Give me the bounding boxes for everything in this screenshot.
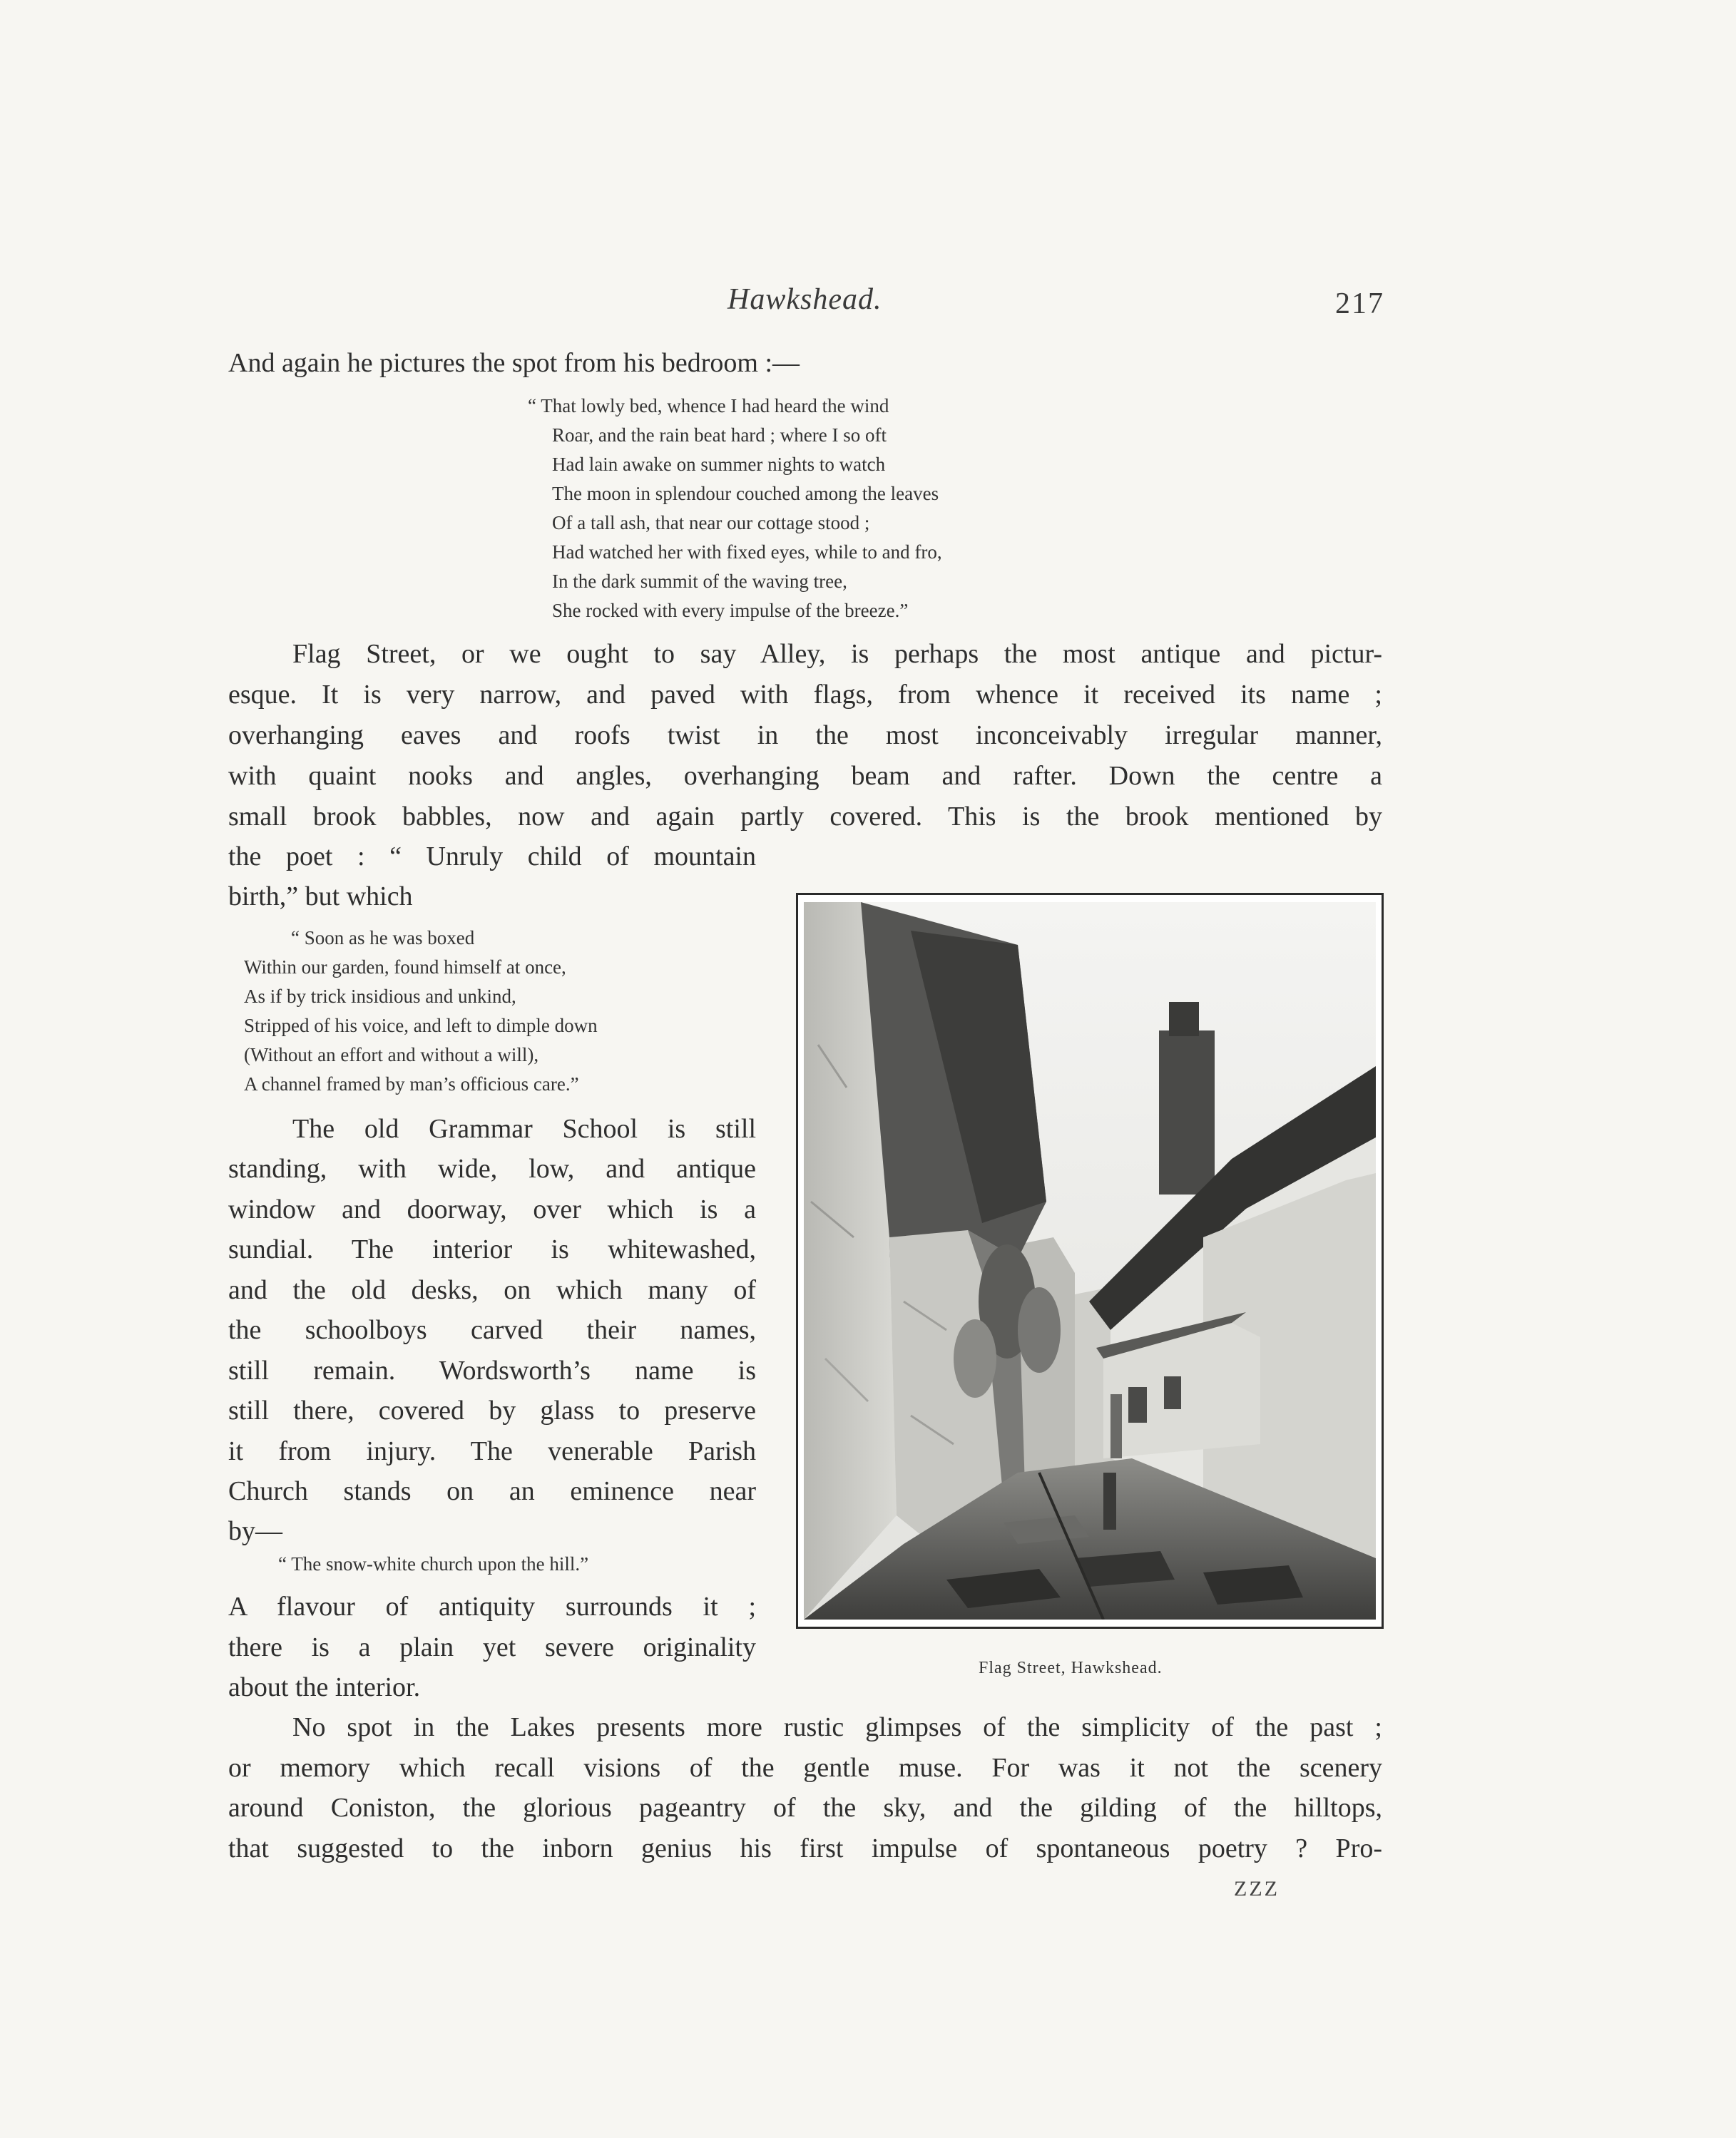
paragraph-line: Church stands on an eminence near (228, 1476, 756, 1506)
paragraph-line: the schoolboys carved their names, (228, 1315, 756, 1345)
poem-line: “ Soon as he was boxed (291, 927, 475, 948)
poem-line: (Without an effort and without a will), (244, 1044, 539, 1065)
paragraph-line: A flavour of antiquity surrounds it ; (228, 1592, 756, 1622)
paragraph-line: that suggested to the inborn genius his first impulse of spontaneous poetry ? Pro- (228, 1833, 1382, 1863)
paragraph-line: and the old desks, on which many of (228, 1275, 756, 1305)
paragraph-line: or memory which recall visions of the gentle muse. For was it not the scenery (228, 1753, 1382, 1783)
poem-line: In the dark summit of the waving tree, (552, 571, 847, 592)
paragraph-line: The old Grammar School is still (292, 1114, 756, 1144)
paragraph-line: overhanging eaves and roofs twist in the most inconceivably irregular manner, (228, 720, 1382, 750)
paragraph-line: Flag Street, or we ought to say Alley, is perhaps the most antique and pictur- (292, 639, 1382, 669)
poem-line: The moon in splendour couched among the leaves (552, 483, 939, 504)
poem-line: As if by trick insidious and unkind, (244, 986, 516, 1007)
paragraph-line: still remain. Wordsworth’s name is (228, 1356, 756, 1386)
paragraph-line: about the interior. (228, 1672, 421, 1702)
poem-line: Had lain awake on summer nights to watch (552, 454, 886, 475)
paragraph-line: sundial. The interior is whitewashed, (228, 1234, 756, 1264)
quote-line: “ The snow-white church upon the hill.” (278, 1553, 589, 1575)
photo-caption: Flag Street, Hawkshead. (979, 1659, 1163, 1677)
poem-line: “ That lowly bed, whence I had heard the wind (528, 395, 889, 416)
poem-line: A channel framed by man’s officious care.” (244, 1073, 579, 1095)
paragraph-line: standing, with wide, low, and antique (228, 1154, 756, 1184)
paragraph-line: birth,” but which (228, 881, 413, 911)
paragraph-line: by— (228, 1516, 282, 1546)
poem-line: Within our garden, found himself at once, (244, 956, 566, 978)
flag-street-photograph (804, 902, 1376, 1620)
printer-signature: ZZZ (1234, 1877, 1280, 1901)
intro-line: And again he pictures the spot from his bedroom :— (228, 348, 800, 378)
paragraph-line: with quaint nooks and angles, overhanging beam and rafter. Down the centre a (228, 761, 1382, 791)
paragraph-line: window and doorway, over which is a (228, 1195, 756, 1224)
paragraph-line: the poet : “ Unruly child of mountain (228, 842, 756, 871)
paragraph-line: still there, covered by glass to preserve (228, 1396, 756, 1426)
poem-line: Of a tall ash, that near our cottage stood ; (552, 512, 870, 533)
paragraph-line: around Coniston, the glorious pageantry of the sky, and the gilding of the hilltops, (228, 1793, 1382, 1823)
paragraph-line: there is a plain yet severe originality (228, 1632, 756, 1662)
paragraph-line: small brook babbles, now and again partly covered. This is the brook mentioned by (228, 802, 1382, 832)
page-number: 217 (1335, 287, 1384, 320)
paragraph-line: esque. It is very narrow, and paved with flags, from whence it received its name ; (228, 680, 1382, 710)
poem-line: Had watched her with fixed eyes, while to and fro, (552, 541, 942, 563)
photograph-frame (796, 893, 1384, 1629)
poem-line: Stripped of his voice, and left to dimple down (244, 1015, 598, 1036)
running-header-title: Hawkshead. (727, 283, 882, 316)
paragraph-line: it from injury. The venerable Parish (228, 1436, 756, 1466)
poem-line: Roar, and the rain beat hard ; where I so oft (552, 424, 887, 446)
poem-line: She rocked with every impulse of the breeze.” (552, 600, 909, 621)
paragraph-line: No spot in the Lakes presents more rustic glimpses of the simplicity of the past ; (292, 1712, 1382, 1742)
